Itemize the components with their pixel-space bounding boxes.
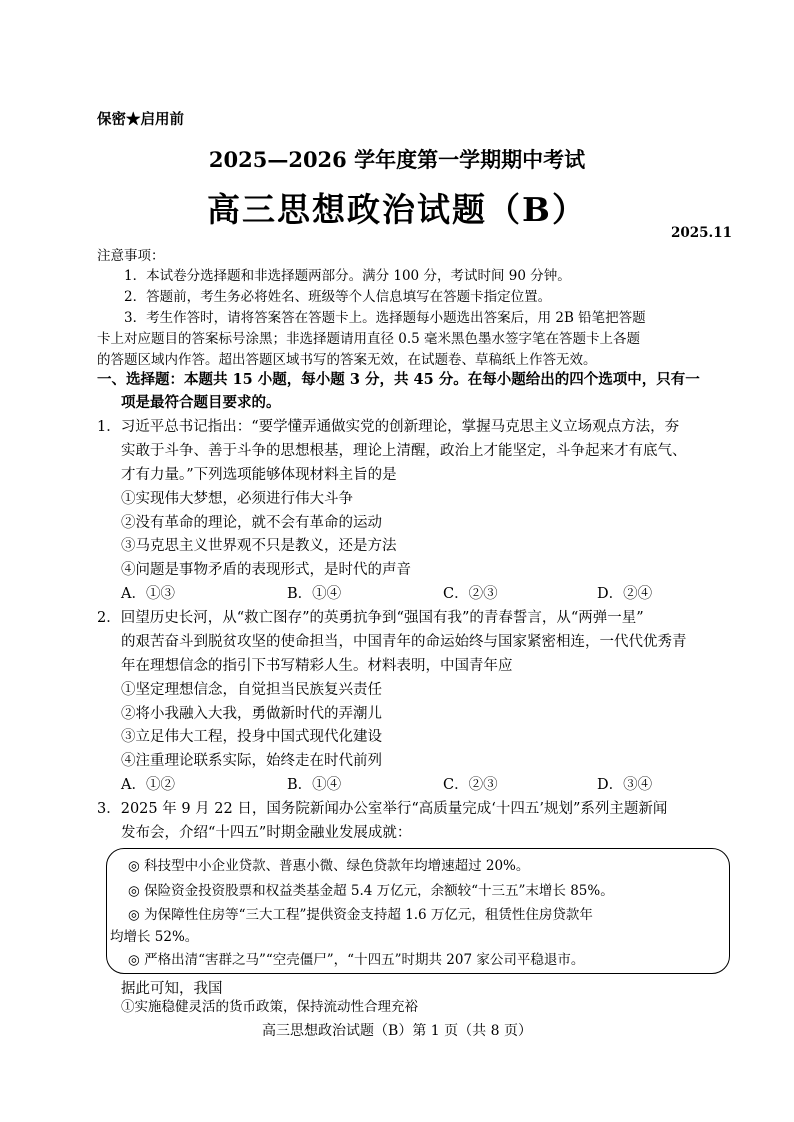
notice-item-1: 1．本试卷分选择题和非选择题两部分。满分 100 分，考试时间 90 分钟。 bbox=[124, 268, 571, 284]
q3-material-item-4: ◎ 严格出清“害群之马”“空壳僵尸”，“十四五”时期共 207 家公司平稳退市。 bbox=[128, 952, 585, 968]
q2-choice-d[interactable]: D．③④ bbox=[597, 777, 653, 793]
q2-stem-line-1: 2．回望历史长河，从“救亡图存”的英勇抗争到“强国有我”的青春誓言，从“两弹一星” bbox=[97, 610, 644, 626]
q1-statement-4: ④问题是事物矛盾的表现形式，是时代的声音 bbox=[121, 562, 411, 578]
q2-statement-3: ③立足伟大工程，投身中国式现代化建设 bbox=[121, 729, 382, 745]
q2-choice-c[interactable]: C．②③ bbox=[443, 777, 498, 793]
notice-item-3-line-3: 的答题区域内作答。超出答题区域书写的答案无效，在试题卷、草稿纸上作答无效。 bbox=[97, 352, 597, 368]
q3-stem-line-2: 发布会，介绍“十四五”时期金融业发展成就： bbox=[121, 825, 412, 841]
q1-choice-a[interactable]: A．①③ bbox=[121, 586, 175, 602]
q3-question: 据此可知，我国 bbox=[121, 981, 223, 997]
q1-choice-c[interactable]: C．②③ bbox=[443, 586, 498, 602]
q1-stem-line-2: 实敢于斗争、善于斗争的思想根基，理论上清醒，政治上才能坚定，斗争起来才有底气、 bbox=[121, 443, 687, 459]
q2-stem-line-2: 的艰苦奋斗到脱贫攻坚的使命担当，中国青年的命运始终与国家紧密相连，一代代优秀青 bbox=[121, 634, 687, 650]
q3-material-item-1: ◎ 科技型中小企业贷款、普惠小微、绿色贷款年均增速超过 20%。 bbox=[128, 858, 530, 874]
q1-statement-2: ②没有革命的理论，就不会有革命的运动 bbox=[121, 515, 382, 531]
q1-statement-1: ①实现伟大梦想，必须进行伟大斗争 bbox=[121, 491, 353, 507]
q3-material-item-2: ◎ 保险资金投资股票和权益类基金超 5.4 万亿元，余额较“十三五”末增长 85%。 bbox=[128, 883, 614, 899]
q3-stem-line-1: 3．2025 年 9 月 22 日，国务院新闻办公室举行“高质量完成‘十四五’规划”系列主题新闻 bbox=[97, 801, 668, 817]
q1-stem-line-3: 才有力量。”下列选项能够体现材料主旨的是 bbox=[121, 467, 397, 483]
q1-choice-b[interactable]: B．①④ bbox=[287, 586, 342, 602]
q1-stem-line-1: 1．习近平总书记指出：“要学懂弄通做实党的创新理论，掌握马克思主义立场观点方法，夯 bbox=[97, 419, 680, 435]
notice-item-2: 2．答题前，考生务必将姓名、班级等个人信息填写在答题卡指定位置。 bbox=[124, 289, 552, 305]
page-footer: 高三思想政治试题（B）第 1 页（共 8 页） bbox=[262, 1023, 532, 1039]
q2-statement-1: ①坚定理想信念，自觉担当民族复兴责任 bbox=[121, 682, 382, 698]
exam-date: 2025.11 bbox=[670, 225, 732, 241]
section-1-instructions: 一、选择题：本题共 15 小题，每小题 3 分，共 45 分。在每小题给出的四个选项中，只有一 bbox=[97, 371, 700, 388]
q2-choice-a[interactable]: A．①② bbox=[121, 777, 175, 793]
notice-item-3-line-2: 卡上对应题目的答案标号涂黑；非选择题请用直径 0.5 毫米黑色墨水签字笔在答题卡上各题 bbox=[97, 331, 641, 347]
notice-heading: 注意事项： bbox=[97, 248, 165, 264]
notice-item-3-line-1: 3．考生作答时，请将答案答在答题卡上。选择题每小题选出答案后，用 2B 铅笔把答题 bbox=[124, 310, 646, 326]
q3-material-item-3-line-1: ◎ 为保障性住房等“三大工程”提供资金支持超 1.6 万亿元，租赁性住房贷款年 bbox=[128, 907, 593, 923]
paper-title: 高三思想政治试题（B） bbox=[207, 190, 587, 229]
q3-statement-1: ①实施稳健灵活的货币政策，保持流动性合理充裕 bbox=[121, 999, 418, 1015]
q1-statement-3: ③马克思主义世界观不只是教义，还是方法 bbox=[121, 538, 397, 554]
q2-statement-2: ②将小我融入大我，勇做新时代的弄潮儿 bbox=[121, 706, 382, 722]
q2-stem-line-3: 年在理想信念的指引下书写精彩人生。材料表明，中国青年应 bbox=[121, 658, 513, 674]
q2-choice-b[interactable]: B．①④ bbox=[287, 777, 342, 793]
section-1-instructions-cont: 项是最符合题目要求的。 bbox=[121, 394, 281, 411]
exam-title: 2025—2026 学年度第一学期期中考试 bbox=[208, 147, 586, 172]
q3-material-item-3-line-2: 均增长 52%。 bbox=[110, 929, 199, 945]
q2-statement-4: ④注重理论联系实际，始终走在时代前列 bbox=[121, 753, 382, 769]
q1-choice-d[interactable]: D．②④ bbox=[597, 586, 653, 602]
confidential-label: 保密★启用前 bbox=[97, 111, 184, 128]
